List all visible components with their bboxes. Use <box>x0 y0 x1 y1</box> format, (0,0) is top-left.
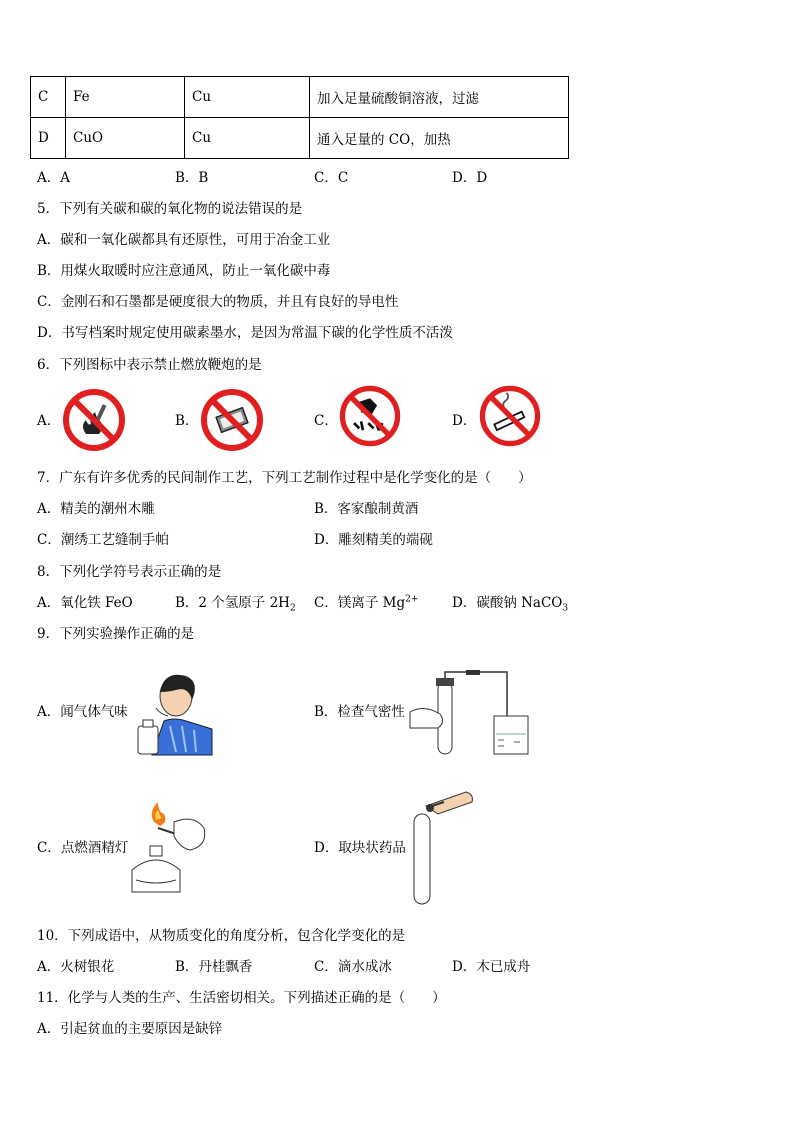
no-smoking-sign-icon <box>478 384 542 448</box>
q8-option-b[interactable] <box>175 594 296 612</box>
table-cell: Fe <box>66 77 185 118</box>
q5-option-c[interactable]: C．金刚石和石墨都是硬度很大的物质，并且有良好的导电性 <box>37 294 399 310</box>
q11-option-a[interactable]: A．引起贫血的主要原因是缺锌 <box>37 1021 223 1037</box>
q8-option-a[interactable]: A．氧化铁 FeO <box>37 595 133 611</box>
q10-stem: 10．下列成语中，从物质变化的角度分析，包含化学变化的是 <box>37 928 406 944</box>
q9-option-a[interactable]: A．闻气体气味 <box>37 704 128 720</box>
q7-option-a[interactable]: A．精美的潮州木雕 <box>37 501 155 517</box>
table-cell: 通入足量的 CO，加热 <box>310 118 569 159</box>
q7-option-d[interactable]: D．雕刻精美的端砚 <box>314 532 433 548</box>
superscript: 2+ <box>405 594 419 605</box>
q8-stem: 8．下列化学符号表示正确的是 <box>37 564 222 580</box>
table-cell: D <box>31 118 66 159</box>
table-row <box>31 77 569 118</box>
q4-option-b[interactable]: B．B <box>175 170 209 186</box>
no-fire-sign-icon <box>62 388 126 452</box>
test-tube-tweezers-illustration-icon <box>408 786 474 906</box>
q8-option-d-text: D．碳酸钠 NaCO <box>452 595 563 611</box>
q10-option-c[interactable]: C．滴水成冰 <box>314 959 392 975</box>
q8-option-c[interactable] <box>314 594 418 612</box>
q9-option-c[interactable]: C．点燃酒精灯 <box>37 840 129 856</box>
no-firecracker-sign-icon <box>338 384 402 448</box>
q7-stem: 7．广东有许多优秀的民间制作工艺，下列工艺制作过程中是化学变化的是（ ） <box>37 470 532 486</box>
q9-option-b[interactable]: B．检查气密性 <box>314 704 405 720</box>
table-cell: C <box>31 77 66 118</box>
q7-option-b[interactable]: B．客家酿制黄酒 <box>314 501 419 517</box>
q10-option-d[interactable]: D．木已成舟 <box>452 959 531 975</box>
subscript: 3 <box>562 603 569 614</box>
q9-option-d[interactable]: D．取块状药品 <box>314 840 406 856</box>
q11-stem: 11．化学与人类的生产、生活密切相关。下列描述正确的是（ ） <box>37 990 446 1006</box>
table-cell: CuO <box>66 118 185 159</box>
table-row <box>31 118 569 159</box>
q6-stem: 6．下列图标中表示禁止燃放鞭炮的是 <box>37 357 262 373</box>
q6-label-c[interactable]: C． <box>314 413 338 429</box>
airtightness-check-illustration-icon <box>408 668 534 758</box>
table-cell: 加入足量硫酸铜溶液，过滤 <box>310 77 569 118</box>
q4-option-d[interactable]: D．D <box>452 170 488 186</box>
q8-option-d[interactable] <box>452 594 568 612</box>
q5-stem: 5．下列有关碳和碳的氧化物的说法错误的是 <box>37 201 303 217</box>
smell-gas-illustration-icon <box>134 666 214 756</box>
q5-option-d[interactable]: D．书写档案时规定使用碳素墨水，是因为常温下碳的化学性质不活泼 <box>37 325 453 341</box>
q4-option-c[interactable]: C．C <box>314 170 349 186</box>
q6-label-b[interactable]: B． <box>175 413 199 429</box>
q8-option-b-text: B．2 个氢原子 2H <box>175 595 290 611</box>
table-cell: Cu <box>185 77 310 118</box>
no-battery-sign-icon <box>200 388 264 452</box>
q5-option-b[interactable]: B．用煤火取暖时应注意通风，防止一氧化碳中毒 <box>37 263 331 279</box>
q4-option-a[interactable]: A．A <box>37 170 70 186</box>
q7-option-c[interactable]: C．潮绣工艺缝制手帕 <box>37 532 169 548</box>
q9-stem: 9．下列实验操作正确的是 <box>37 626 195 642</box>
q8-option-c-text: C．镁离子 Mg <box>314 595 406 611</box>
q6-label-d[interactable]: D． <box>452 413 477 429</box>
q6-label-a[interactable]: A． <box>37 413 61 429</box>
q10-option-b[interactable]: B．丹桂飘香 <box>175 959 253 975</box>
alcohol-lamp-illustration-icon <box>124 800 214 896</box>
q5-option-a[interactable]: A．碳和一氧化碳都具有还原性，可用于冶金工业 <box>37 232 331 248</box>
answer-table <box>30 76 569 159</box>
q10-option-a[interactable]: A．火树银花 <box>37 959 115 975</box>
subscript: 2 <box>289 603 296 614</box>
table-cell: Cu <box>185 118 310 159</box>
